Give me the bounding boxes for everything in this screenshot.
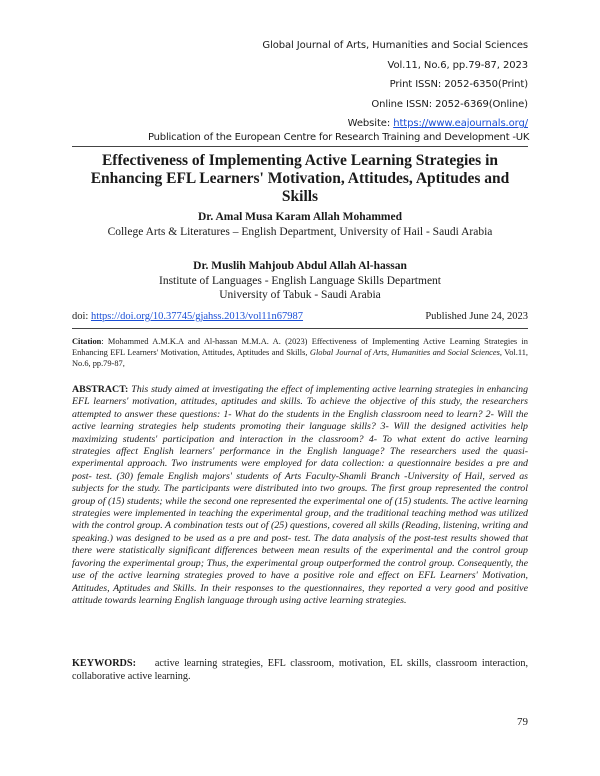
website-link[interactable]: https://www.eajournals.org/ xyxy=(393,118,528,129)
journal-volume: Vol.11, No.6, pp.79-87, 2023 xyxy=(387,59,528,71)
journal-name: Global Journal of Arts, Humanities and Social Sciences xyxy=(262,40,528,51)
citation-tail: , Vol.11, No.6, pp.79-87, xyxy=(72,347,528,368)
abstract-label: ABSTRACT: xyxy=(72,384,129,395)
website-label: Website: xyxy=(347,118,391,129)
website-line xyxy=(262,114,528,134)
keywords xyxy=(72,658,528,683)
doi-row xyxy=(72,311,528,322)
publisher-line: Publication of the European Centre for Research Training and Development -UK xyxy=(148,132,530,143)
doi-divider xyxy=(72,328,528,329)
abstract-text: This study aimed at investigating the effect of implementing active learning strategies in enhancing EFL learners' motivation, attitudes, aptitudes and skills. To achieve the objective of this study, the researchers attempted to answer these questions: 1- What do the students in the English classroom need to learn? 2- Will the active learning strategies help students promoting their language skills? 3- Will the designed activities help maximizing students' participation and interaction in the classroom? 4- To what extent do active learning strategies affect English learners' performance in the English language? The researchers used the quasi- experimental approach. Two instruments were employed for data collection: a questionnaire besides a pre and post- test. (30) female English majors' students of Arts Faculty-Shamli Branch -University of Hail, served as subjects for the study. The participants were distributed into two groups. The first group represented the control group of (15) students; while the second one represented the experimental one of (15) students. The active learning strategies were implemented in teaching the experimental group, and the traditional teaching method was utilized with the control group. A combination tests out of (25) questions, covered all skills (Reading, listening, writing and speaking.) was designed to be used as a pre and post- test. The data analysis of the post-test results showed that there were statistically significant differences between mean results of the experimental and the control group favoring the experimental group; Thus, the experimental group outperformed the control group. Consequently, the use of the active learning strategies proved to have a positive role and effect on EFL Learners' Motivation, Attitudes, Aptitudes and Skills. In their responses to the questionnaires, they reported a very good and positive attitude towards learning English language through using active learning strategies. xyxy=(72,384,529,606)
citation xyxy=(72,337,528,369)
print-issn: Print ISSN: 2052-6350(Print) xyxy=(389,79,528,90)
published-date: Published June 24, 2023 xyxy=(425,311,528,322)
doi-link[interactable]: https://doi.org/10.37745/gjahss.2013/vol11n67987 xyxy=(90,311,304,322)
doi-label: doi: xyxy=(72,311,89,322)
citation-label: Citation xyxy=(72,337,102,346)
paper-title: Effectiveness of Implementing Active Learning Strategies in Enhancing EFL Learners' Motivation, Attitudes, Aptitudes and Skills xyxy=(90,152,510,205)
online-issn: Online ISSN: 2052-6369(Online) xyxy=(371,98,528,110)
keywords-label: KEYWORDS: xyxy=(72,658,136,669)
author-block-2 xyxy=(72,259,528,303)
author-affiliation: Institute of Languages - English Language Skills Department xyxy=(158,274,441,287)
author-name: Dr. Muslih Mahjoub Abdul Allah Al-hassan xyxy=(193,260,407,272)
keywords-text: active learning strategies, EFL classroom, motivation, EL skills, classroom interaction, collaborative active learning. xyxy=(72,658,528,682)
author-affiliation: College Arts & Literatures – English Department, University of Hail - Saudi Arabia xyxy=(107,225,493,238)
header-divider xyxy=(72,146,528,147)
author-name: Dr. Amal Musa Karam Allah Mohammed xyxy=(197,211,403,223)
author-affiliation: University of Tabuk - Saudi Arabia xyxy=(219,289,381,301)
citation-journal: Global Journal of Arts, Humanities and Social Sciences xyxy=(309,347,500,357)
author-block-1 xyxy=(72,210,528,239)
journal-header xyxy=(262,36,528,134)
citation-text: : Mohammed A.M.K.A and Al-hassan M.M.A. A. (2023) Effectiveness of Implementing Active Learning Strategies in Enhancing EFL Learners' Motivation, Attitudes, Aptitudes and Skills, xyxy=(72,337,528,357)
page-number: 79 xyxy=(517,716,528,728)
abstract xyxy=(72,384,528,607)
